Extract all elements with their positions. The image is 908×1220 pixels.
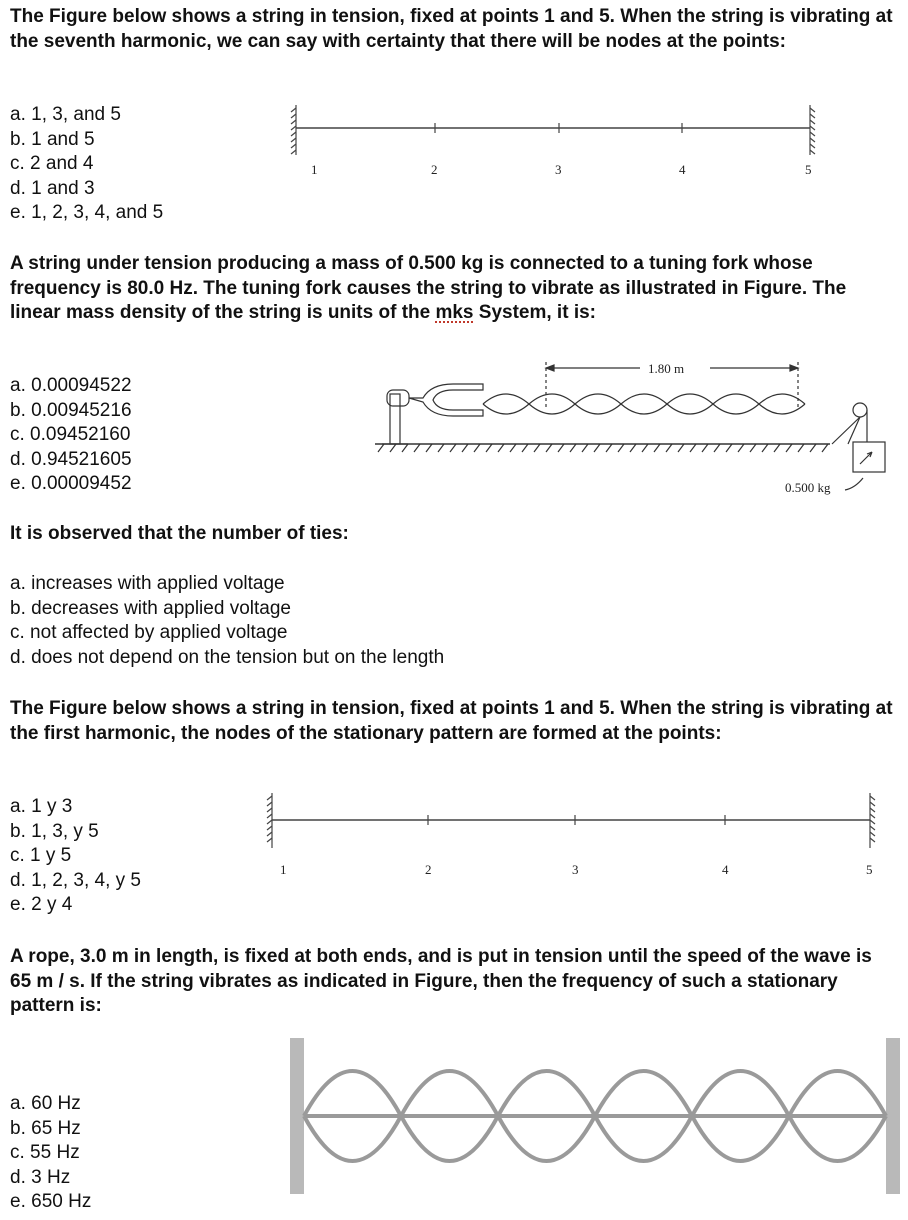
option-a[interactable]: a. 60 Hz bbox=[10, 1093, 81, 1114]
question-1-options bbox=[10, 103, 163, 226]
option-a[interactable]: a. 0.00094522 bbox=[10, 375, 132, 396]
length-label: 1.80 m bbox=[648, 361, 685, 376]
question-4-options bbox=[10, 795, 141, 918]
option-e[interactable]: e. 650 Hz bbox=[10, 1191, 92, 1213]
point-label-2: 2 bbox=[425, 862, 432, 877]
point-label-3: 3 bbox=[555, 162, 562, 177]
option-d[interactable]: d. 1 and 3 bbox=[10, 177, 95, 199]
option-a[interactable]: a. 1 y 3 bbox=[10, 796, 73, 817]
option-b[interactable]: b. decreases with applied voltage bbox=[10, 597, 291, 619]
point-label-3: 3 bbox=[572, 862, 579, 877]
option-a[interactable]: a. 1, 3, and 5 bbox=[10, 104, 121, 125]
option-d[interactable]: d. 0.94521605 bbox=[10, 448, 132, 470]
option-c[interactable]: c. 2 and 4 bbox=[10, 153, 94, 175]
point-label-4: 4 bbox=[679, 162, 686, 177]
option-b[interactable]: b. 0.00945216 bbox=[10, 399, 132, 421]
question-3-options bbox=[10, 572, 444, 670]
point-label-5: 5 bbox=[866, 862, 873, 877]
point-label-2: 2 bbox=[431, 162, 438, 177]
question-2-text: A string under tension producing a mass of 0.500 kg is connected to a tuning fork whose frequency is 80.0 Hz. The tuning fork causes the string to vibrate as illustrated in Figure. The linear mass density of the string is units of the mks System, it is: bbox=[10, 253, 847, 323]
point-label-1: 1 bbox=[311, 162, 318, 177]
option-d[interactable]: d. 3 Hz bbox=[10, 1166, 71, 1188]
question-5-text: A rope, 3.0 m in length, is fixed at both ends, and is put in tension until the speed of the wave is 65 m / s. If the string vibrates as indicated in Figure, then the frequency of such a stationary pattern is: bbox=[10, 946, 872, 1016]
option-c[interactable]: c. 1 y 5 bbox=[10, 845, 72, 867]
point-label-4: 4 bbox=[722, 862, 729, 877]
option-b[interactable]: b. 65 Hz bbox=[10, 1117, 81, 1139]
option-b[interactable]: b. 1, 3, y 5 bbox=[10, 820, 99, 842]
question-1-text: The Figure below shows a string in tension, fixed at points 1 and 5. When the string is vibrating at the seventh harmonic, we can say with certainty that there will be nodes at the points: bbox=[10, 6, 893, 52]
point-label-5: 5 bbox=[805, 162, 812, 177]
question-5-options bbox=[10, 1092, 91, 1215]
standing-wave-figure bbox=[290, 1036, 902, 1198]
option-a[interactable]: a. increases with applied voltage bbox=[10, 573, 285, 594]
tuning-fork-figure bbox=[370, 352, 900, 502]
option-c[interactable]: c. 0.09452160 bbox=[10, 424, 131, 446]
option-c[interactable]: c. 55 Hz bbox=[10, 1142, 80, 1164]
question-2-options bbox=[10, 374, 132, 497]
option-d[interactable]: d. 1, 2, 3, 4, y 5 bbox=[10, 869, 141, 891]
option-d[interactable]: d. does not depend on the tension but on the length bbox=[10, 646, 445, 668]
option-e[interactable]: e. 2 y 4 bbox=[10, 894, 73, 916]
option-c[interactable]: c. not affected by applied voltage bbox=[10, 622, 288, 644]
question-4-text: The Figure below shows a string in tension, fixed at points 1 and 5. When the string is vibrating at the first harmonic, the nodes of the stationary pattern are formed at the points: bbox=[10, 698, 893, 744]
option-e[interactable]: e. 1, 2, 3, 4, and 5 bbox=[10, 202, 164, 224]
question-3-text: It is observed that the number of ties: bbox=[10, 523, 349, 544]
point-label-1: 1 bbox=[280, 862, 287, 877]
option-e[interactable]: e. 0.00009452 bbox=[10, 473, 132, 495]
mass-label: 0.500 kg bbox=[785, 480, 831, 495]
fixed-string-figure-1 bbox=[285, 100, 830, 185]
mks-term: mks bbox=[435, 302, 474, 323]
option-b[interactable]: b. 1 and 5 bbox=[10, 128, 95, 150]
fixed-string-figure-2 bbox=[260, 788, 900, 880]
